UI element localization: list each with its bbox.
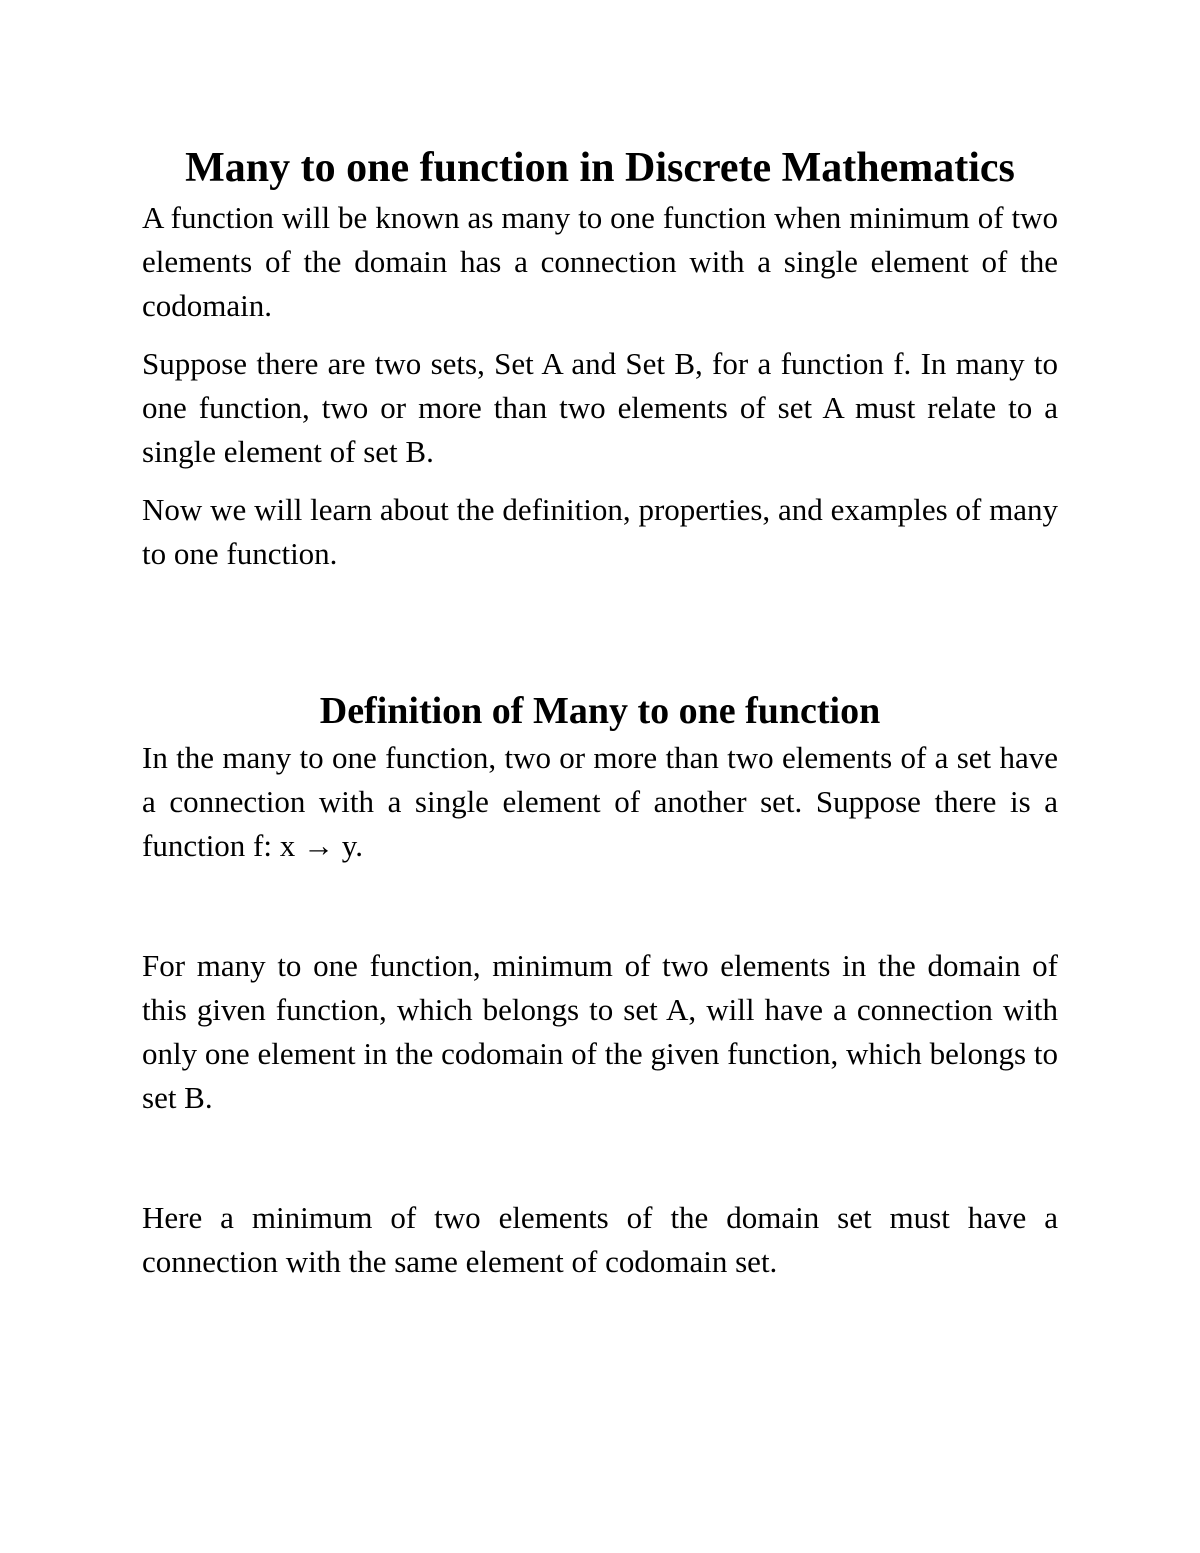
definition-heading: Definition of Many to one function: [319, 690, 881, 732]
intro-paragraph-2: Suppose there are two sets, Set A and Set B, for a function f. In many to one function, two or more than two elements of set A must relate to a single element of set B.: [142, 346, 1058, 469]
spacer: [142, 328, 1058, 342]
spacer: [142, 576, 1058, 686]
intro-paragraph-3: Now we will learn about the definition, properties, and examples of many to one function.: [142, 492, 1058, 571]
intro-paragraph-1: A function will be known as many to one function when minimum of two elements of the domain has a connection with a single element of the codomain.: [142, 200, 1058, 323]
spacer: [142, 474, 1058, 488]
spacer: [142, 1120, 1058, 1196]
page-title: Many to one function in Discrete Mathematics: [185, 145, 1015, 191]
definition-paragraph-3: Here a minimum of two elements of the domain set must have a connection with the same element of codomain set.: [142, 1200, 1058, 1279]
spacer: [142, 868, 1058, 944]
definition-paragraph-1: In the many to one function, two or more than two elements of a set have a connection with a single element of another set. Suppose there is a function f: x → y.: [142, 740, 1058, 863]
document-content: [142, 140, 1058, 1284]
definition-paragraph-2: For many to one function, minimum of two elements in the domain of this given function, which belongs to set A, will have a connection with only one element in the codomain of the given function, which belongs to set B.: [142, 948, 1058, 1115]
